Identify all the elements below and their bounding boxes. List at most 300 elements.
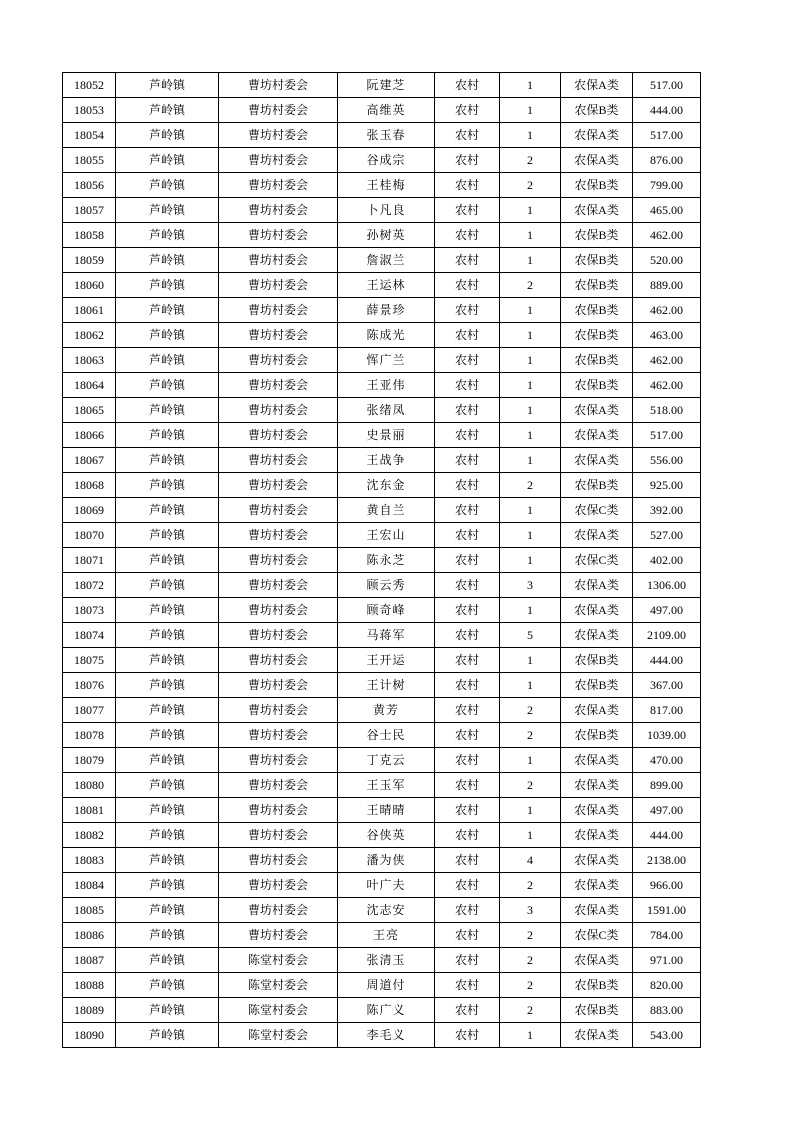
cell-count: 2 [500, 873, 561, 898]
cell-id: 18071 [63, 548, 116, 573]
cell-count: 2 [500, 923, 561, 948]
cell-name: 高维英 [338, 98, 435, 123]
cell-category: 农村 [435, 98, 500, 123]
cell-id: 18087 [63, 948, 116, 973]
cell-id: 18072 [63, 573, 116, 598]
table-row [63, 573, 701, 598]
cell-type: 农保B类 [561, 473, 633, 498]
table-row [63, 123, 701, 148]
cell-category: 农村 [435, 273, 500, 298]
cell-village: 曹坊村委会 [219, 648, 338, 673]
cell-type: 农保A类 [561, 848, 633, 873]
cell-type: 农保A类 [561, 898, 633, 923]
cell-amount: 1306.00 [633, 573, 701, 598]
cell-amount: 883.00 [633, 998, 701, 1023]
cell-count: 1 [500, 1023, 561, 1048]
cell-count: 1 [500, 98, 561, 123]
cell-type: 农保A类 [561, 523, 633, 548]
table-row [63, 198, 701, 223]
table-row [63, 298, 701, 323]
cell-town: 芦岭镇 [116, 198, 219, 223]
cell-town: 芦岭镇 [116, 498, 219, 523]
table-row [63, 948, 701, 973]
cell-count: 2 [500, 173, 561, 198]
cell-id: 18065 [63, 398, 116, 423]
cell-amount: 367.00 [633, 673, 701, 698]
cell-name: 沈志安 [338, 898, 435, 923]
cell-name: 孙树英 [338, 223, 435, 248]
cell-town: 芦岭镇 [116, 248, 219, 273]
cell-id: 18089 [63, 998, 116, 1023]
cell-count: 5 [500, 623, 561, 648]
cell-amount: 517.00 [633, 123, 701, 148]
cell-amount: 527.00 [633, 523, 701, 548]
table-body [63, 73, 701, 1048]
cell-category: 农村 [435, 498, 500, 523]
cell-id: 18070 [63, 523, 116, 548]
cell-count: 1 [500, 298, 561, 323]
cell-id: 18084 [63, 873, 116, 898]
cell-amount: 444.00 [633, 823, 701, 848]
cell-type: 农保A类 [561, 198, 633, 223]
cell-id: 18079 [63, 748, 116, 773]
cell-name: 王玉军 [338, 773, 435, 798]
cell-amount: 392.00 [633, 498, 701, 523]
cell-name: 黄芳 [338, 698, 435, 723]
cell-village: 曹坊村委会 [219, 198, 338, 223]
cell-category: 农村 [435, 798, 500, 823]
cell-count: 2 [500, 723, 561, 748]
cell-count: 1 [500, 323, 561, 348]
cell-count: 1 [500, 498, 561, 523]
cell-name: 谷侠英 [338, 823, 435, 848]
cell-count: 2 [500, 948, 561, 973]
cell-category: 农村 [435, 823, 500, 848]
cell-name: 詹淑兰 [338, 248, 435, 273]
cell-category: 农村 [435, 398, 500, 423]
cell-id: 18068 [63, 473, 116, 498]
cell-count: 1 [500, 523, 561, 548]
cell-name: 马蒋军 [338, 623, 435, 648]
cell-category: 农村 [435, 948, 500, 973]
cell-id: 18056 [63, 173, 116, 198]
cell-amount: 465.00 [633, 198, 701, 223]
cell-village: 曹坊村委会 [219, 323, 338, 348]
cell-village: 曹坊村委会 [219, 398, 338, 423]
cell-amount: 1039.00 [633, 723, 701, 748]
cell-village: 曹坊村委会 [219, 473, 338, 498]
cell-town: 芦岭镇 [116, 598, 219, 623]
table-row [63, 698, 701, 723]
cell-amount: 876.00 [633, 148, 701, 173]
cell-id: 18077 [63, 698, 116, 723]
cell-count: 1 [500, 423, 561, 448]
cell-count: 2 [500, 973, 561, 998]
cell-category: 农村 [435, 148, 500, 173]
cell-name: 叶广夫 [338, 873, 435, 898]
cell-count: 2 [500, 273, 561, 298]
cell-town: 芦岭镇 [116, 448, 219, 473]
table-row [63, 748, 701, 773]
cell-name: 薛景珍 [338, 298, 435, 323]
cell-town: 芦岭镇 [116, 773, 219, 798]
cell-name: 李毛义 [338, 1023, 435, 1048]
cell-category: 农村 [435, 348, 500, 373]
cell-town: 芦岭镇 [116, 123, 219, 148]
cell-amount: 497.00 [633, 598, 701, 623]
table-row [63, 448, 701, 473]
cell-type: 农保C类 [561, 548, 633, 573]
cell-type: 农保B类 [561, 273, 633, 298]
cell-name: 王亮 [338, 923, 435, 948]
cell-name: 谷成宗 [338, 148, 435, 173]
cell-amount: 556.00 [633, 448, 701, 473]
cell-type: 农保B类 [561, 223, 633, 248]
cell-town: 芦岭镇 [116, 798, 219, 823]
table-row [63, 648, 701, 673]
cell-amount: 543.00 [633, 1023, 701, 1048]
cell-id: 18075 [63, 648, 116, 673]
cell-type: 农保B类 [561, 323, 633, 348]
cell-amount: 462.00 [633, 298, 701, 323]
table-row [63, 323, 701, 348]
cell-name: 王宏山 [338, 523, 435, 548]
cell-amount: 799.00 [633, 173, 701, 198]
table-row [63, 973, 701, 998]
cell-amount: 1591.00 [633, 898, 701, 923]
cell-category: 农村 [435, 123, 500, 148]
cell-town: 芦岭镇 [116, 673, 219, 698]
cell-town: 芦岭镇 [116, 273, 219, 298]
cell-name: 周道付 [338, 973, 435, 998]
cell-count: 3 [500, 898, 561, 923]
cell-count: 1 [500, 398, 561, 423]
cell-amount: 520.00 [633, 248, 701, 273]
cell-category: 农村 [435, 723, 500, 748]
cell-id: 18069 [63, 498, 116, 523]
cell-village: 曹坊村委会 [219, 798, 338, 823]
table-row [63, 398, 701, 423]
cell-town: 芦岭镇 [116, 573, 219, 598]
cell-amount: 462.00 [633, 373, 701, 398]
cell-id: 18078 [63, 723, 116, 748]
cell-name: 顾云秀 [338, 573, 435, 598]
cell-village: 曹坊村委会 [219, 623, 338, 648]
cell-village: 曹坊村委会 [219, 873, 338, 898]
cell-count: 1 [500, 123, 561, 148]
cell-name: 张玉春 [338, 123, 435, 148]
cell-type: 农保B类 [561, 723, 633, 748]
cell-name: 阮建芝 [338, 73, 435, 98]
cell-town: 芦岭镇 [116, 823, 219, 848]
cell-category: 农村 [435, 248, 500, 273]
cell-name: 丁克云 [338, 748, 435, 773]
cell-village: 陈堂村委会 [219, 948, 338, 973]
cell-name: 张绪凤 [338, 398, 435, 423]
cell-type: 农保B类 [561, 673, 633, 698]
cell-village: 曹坊村委会 [219, 98, 338, 123]
cell-count: 3 [500, 573, 561, 598]
cell-id: 18061 [63, 298, 116, 323]
cell-count: 1 [500, 548, 561, 573]
table-row [63, 673, 701, 698]
cell-amount: 444.00 [633, 648, 701, 673]
cell-category: 农村 [435, 1023, 500, 1048]
cell-id: 18082 [63, 823, 116, 848]
cell-count: 1 [500, 248, 561, 273]
table-row [63, 73, 701, 98]
cell-village: 曹坊村委会 [219, 498, 338, 523]
cell-name: 王计树 [338, 673, 435, 698]
cell-town: 芦岭镇 [116, 973, 219, 998]
cell-name: 王战争 [338, 448, 435, 473]
cell-type: 农保A类 [561, 873, 633, 898]
cell-village: 曹坊村委会 [219, 773, 338, 798]
cell-type: 农保A类 [561, 1023, 633, 1048]
cell-count: 4 [500, 848, 561, 873]
cell-village: 曹坊村委会 [219, 823, 338, 848]
cell-id: 18062 [63, 323, 116, 348]
table-row [63, 348, 701, 373]
cell-category: 农村 [435, 698, 500, 723]
cell-village: 陈堂村委会 [219, 1023, 338, 1048]
cell-name: 顾奇峰 [338, 598, 435, 623]
cell-category: 农村 [435, 673, 500, 698]
cell-count: 1 [500, 823, 561, 848]
cell-category: 农村 [435, 548, 500, 573]
cell-type: 农保B类 [561, 98, 633, 123]
cell-category: 农村 [435, 748, 500, 773]
cell-id: 18073 [63, 598, 116, 623]
cell-name: 卜凡良 [338, 198, 435, 223]
cell-category: 农村 [435, 623, 500, 648]
cell-type: 农保A类 [561, 598, 633, 623]
cell-town: 芦岭镇 [116, 698, 219, 723]
cell-id: 18090 [63, 1023, 116, 1048]
cell-town: 芦岭镇 [116, 223, 219, 248]
table-row [63, 273, 701, 298]
cell-village: 曹坊村委会 [219, 723, 338, 748]
cell-count: 1 [500, 598, 561, 623]
cell-name: 王桂梅 [338, 173, 435, 198]
table-row [63, 898, 701, 923]
cell-village: 曹坊村委会 [219, 248, 338, 273]
cell-id: 18088 [63, 973, 116, 998]
cell-village: 曹坊村委会 [219, 298, 338, 323]
table-row [63, 723, 701, 748]
cell-category: 农村 [435, 73, 500, 98]
table-row [63, 623, 701, 648]
cell-type: 农保A类 [561, 423, 633, 448]
cell-town: 芦岭镇 [116, 398, 219, 423]
cell-town: 芦岭镇 [116, 148, 219, 173]
cell-id: 18064 [63, 373, 116, 398]
cell-town: 芦岭镇 [116, 548, 219, 573]
cell-id: 18057 [63, 198, 116, 223]
cell-type: 农保A类 [561, 448, 633, 473]
table-row [63, 498, 701, 523]
cell-village: 陈堂村委会 [219, 998, 338, 1023]
cell-town: 芦岭镇 [116, 648, 219, 673]
cell-amount: 470.00 [633, 748, 701, 773]
cell-type: 农保B类 [561, 998, 633, 1023]
cell-category: 农村 [435, 223, 500, 248]
cell-village: 曹坊村委会 [219, 348, 338, 373]
cell-village: 曹坊村委会 [219, 123, 338, 148]
cell-count: 2 [500, 473, 561, 498]
cell-category: 农村 [435, 298, 500, 323]
cell-amount: 517.00 [633, 423, 701, 448]
table-row [63, 848, 701, 873]
table-row [63, 923, 701, 948]
cell-type: 农保B类 [561, 173, 633, 198]
cell-count: 1 [500, 648, 561, 673]
cell-name: 谷士民 [338, 723, 435, 748]
cell-id: 18083 [63, 848, 116, 873]
cell-town: 芦岭镇 [116, 998, 219, 1023]
cell-count: 1 [500, 748, 561, 773]
cell-id: 18063 [63, 348, 116, 373]
cell-category: 农村 [435, 448, 500, 473]
cell-count: 1 [500, 373, 561, 398]
cell-amount: 462.00 [633, 348, 701, 373]
table-row [63, 148, 701, 173]
cell-amount: 966.00 [633, 873, 701, 898]
table-row [63, 548, 701, 573]
cell-village: 曹坊村委会 [219, 173, 338, 198]
cell-amount: 971.00 [633, 948, 701, 973]
cell-type: 农保A类 [561, 573, 633, 598]
cell-category: 农村 [435, 998, 500, 1023]
cell-id: 18059 [63, 248, 116, 273]
table-row [63, 598, 701, 623]
cell-name: 王运林 [338, 273, 435, 298]
cell-village: 曹坊村委会 [219, 373, 338, 398]
cell-type: 农保A类 [561, 773, 633, 798]
cell-category: 农村 [435, 848, 500, 873]
table-row [63, 1023, 701, 1048]
cell-type: 农保B类 [561, 298, 633, 323]
cell-town: 芦岭镇 [116, 748, 219, 773]
cell-name: 陈成光 [338, 323, 435, 348]
cell-amount: 518.00 [633, 398, 701, 423]
table-row [63, 823, 701, 848]
cell-id: 18054 [63, 123, 116, 148]
table-row [63, 523, 701, 548]
table-row [63, 373, 701, 398]
cell-id: 18058 [63, 223, 116, 248]
cell-category: 农村 [435, 923, 500, 948]
cell-category: 农村 [435, 473, 500, 498]
cell-id: 18053 [63, 98, 116, 123]
cell-type: 农保A类 [561, 948, 633, 973]
cell-category: 农村 [435, 323, 500, 348]
cell-count: 1 [500, 73, 561, 98]
table-row [63, 223, 701, 248]
cell-village: 陈堂村委会 [219, 973, 338, 998]
cell-category: 农村 [435, 873, 500, 898]
cell-village: 曹坊村委会 [219, 523, 338, 548]
cell-id: 18076 [63, 673, 116, 698]
cell-amount: 444.00 [633, 98, 701, 123]
cell-type: 农保B类 [561, 373, 633, 398]
cell-name: 史景丽 [338, 423, 435, 448]
cell-town: 芦岭镇 [116, 1023, 219, 1048]
table-row [63, 98, 701, 123]
cell-village: 曹坊村委会 [219, 573, 338, 598]
table-row [63, 798, 701, 823]
cell-village: 曹坊村委会 [219, 698, 338, 723]
cell-count: 2 [500, 998, 561, 1023]
cell-town: 芦岭镇 [116, 923, 219, 948]
cell-town: 芦岭镇 [116, 898, 219, 923]
cell-amount: 462.00 [633, 223, 701, 248]
cell-category: 农村 [435, 773, 500, 798]
cell-village: 曹坊村委会 [219, 273, 338, 298]
cell-town: 芦岭镇 [116, 98, 219, 123]
cell-category: 农村 [435, 173, 500, 198]
cell-town: 芦岭镇 [116, 623, 219, 648]
cell-type: 农保A类 [561, 748, 633, 773]
table-row [63, 998, 701, 1023]
cell-type: 农保A类 [561, 798, 633, 823]
cell-name: 陈广义 [338, 998, 435, 1023]
cell-amount: 817.00 [633, 698, 701, 723]
cell-category: 农村 [435, 573, 500, 598]
cell-town: 芦岭镇 [116, 848, 219, 873]
cell-count: 1 [500, 223, 561, 248]
cell-name: 王晴晴 [338, 798, 435, 823]
cell-id: 18066 [63, 423, 116, 448]
cell-amount: 925.00 [633, 473, 701, 498]
cell-count: 2 [500, 148, 561, 173]
cell-town: 芦岭镇 [116, 173, 219, 198]
cell-amount: 517.00 [633, 73, 701, 98]
cell-name: 沈东金 [338, 473, 435, 498]
cell-village: 曹坊村委会 [219, 548, 338, 573]
cell-category: 农村 [435, 523, 500, 548]
cell-count: 1 [500, 198, 561, 223]
cell-amount: 463.00 [633, 323, 701, 348]
cell-type: 农保B类 [561, 973, 633, 998]
cell-village: 曹坊村委会 [219, 73, 338, 98]
cell-amount: 899.00 [633, 773, 701, 798]
cell-amount: 889.00 [633, 273, 701, 298]
cell-type: 农保B类 [561, 648, 633, 673]
cell-village: 曹坊村委会 [219, 423, 338, 448]
cell-town: 芦岭镇 [116, 423, 219, 448]
cell-town: 芦岭镇 [116, 723, 219, 748]
table-row [63, 473, 701, 498]
cell-type: 农保C类 [561, 923, 633, 948]
cell-town: 芦岭镇 [116, 473, 219, 498]
cell-id: 18067 [63, 448, 116, 473]
cell-category: 农村 [435, 648, 500, 673]
cell-category: 农村 [435, 423, 500, 448]
cell-village: 曹坊村委会 [219, 923, 338, 948]
cell-town: 芦岭镇 [116, 373, 219, 398]
table-row [63, 423, 701, 448]
cell-name: 王亚伟 [338, 373, 435, 398]
cell-name: 陈永芝 [338, 548, 435, 573]
cell-type: 农保A类 [561, 623, 633, 648]
cell-village: 曹坊村委会 [219, 448, 338, 473]
cell-count: 1 [500, 673, 561, 698]
cell-type: 农保A类 [561, 73, 633, 98]
cell-village: 曹坊村委会 [219, 848, 338, 873]
cell-count: 1 [500, 798, 561, 823]
beneficiary-table [62, 72, 701, 1048]
